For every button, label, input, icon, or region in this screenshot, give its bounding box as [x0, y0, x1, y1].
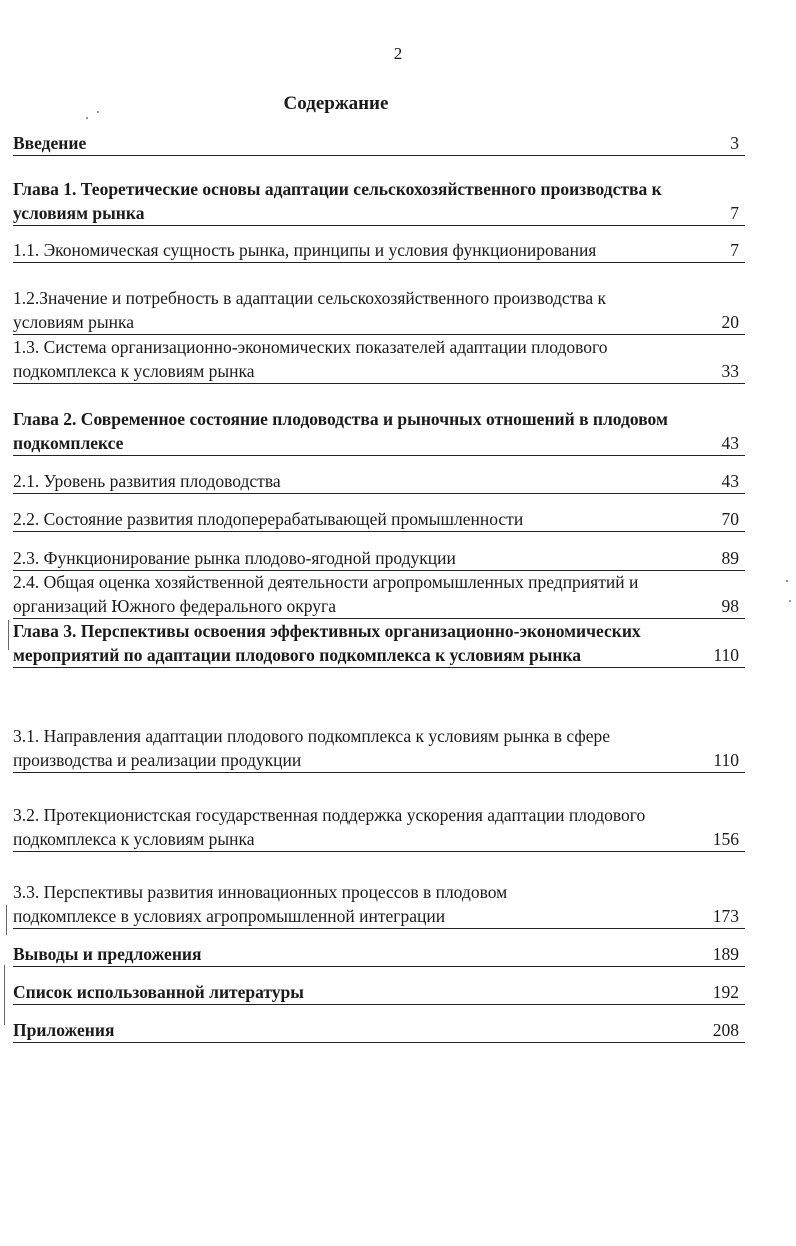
- scan-speck: [786, 580, 788, 582]
- entry-text: 2.4. Общая оценка хозяйственной деятельности агропромышленных предприятий и организаций Южного федерального округа: [13, 572, 639, 616]
- toc-entry-2-3[interactable]: [13, 546, 745, 571]
- entry-text: Приложения: [13, 1020, 115, 1040]
- entry-page: 7: [730, 240, 739, 260]
- toc-entry-conclusions[interactable]: [13, 942, 745, 967]
- entry-page: 110: [713, 645, 739, 665]
- toc-entry-1-3[interactable]: [13, 335, 745, 384]
- entry-text: 2.2. Состояние развития плодоперерабатывающей промышленности: [13, 509, 524, 529]
- scan-speck: [86, 117, 88, 119]
- toc-entry-introduction[interactable]: [13, 131, 745, 156]
- entry-text: 2.3. Функционирование рынка плодово-ягодной продукции: [13, 548, 456, 568]
- entry-text: 3.1. Направления адаптации плодового подкомплекса к условиям рынка в сфере производства и реализации продукции: [13, 726, 610, 770]
- entry-text: Выводы и предложения: [13, 944, 202, 964]
- entry-page: 98: [721, 596, 739, 616]
- entry-page: 43: [721, 433, 739, 453]
- entry-page: 7: [730, 203, 739, 223]
- toc-title: Содержание: [283, 93, 389, 114]
- toc-entry-2-4[interactable]: [13, 570, 745, 619]
- scan-margin-mark: [6, 905, 7, 935]
- entry-page: 70: [721, 509, 739, 529]
- entry-text: 1.1. Экономическая сущность рынка, принципы и условия функционирования: [13, 240, 597, 260]
- toc-entry-2-1[interactable]: [13, 469, 745, 494]
- scan-speck: [789, 600, 791, 602]
- entry-page: 89: [721, 548, 739, 568]
- entry-page: 189: [712, 944, 739, 964]
- entry-text: 3.3. Перспективы развития инновационных процессов в плодовом подкомплексе в условиях агропромышленной интеграции: [13, 882, 508, 926]
- entry-page: 33: [721, 361, 739, 381]
- scan-margin-mark: [8, 620, 9, 650]
- page-number: 2: [393, 44, 403, 63]
- entry-text: 3.2. Протекционистская государственная поддержка ускорения адаптации плодового подкомплекса к условиям рынка: [13, 805, 646, 849]
- entry-text: Список использованной литературы: [13, 982, 304, 1002]
- scan-margin-mark: [4, 965, 5, 1025]
- entry-page: 192: [712, 982, 739, 1002]
- entry-text: Глава 2. Современное состояние плодоводства и рыночных отношений в плодовом подкомплексе: [13, 409, 668, 453]
- entry-text: Введение: [13, 133, 87, 153]
- entry-text: Глава 3. Перспективы освоения эффективных организационно-экономических мероприятий по адаптации плодового подкомплекса к условиям рынка: [13, 621, 641, 665]
- toc-entry-chapter-3[interactable]: [13, 619, 745, 668]
- toc-entry-3-2[interactable]: [13, 803, 745, 852]
- toc-entry-3-3[interactable]: [13, 880, 745, 929]
- entry-page: 43: [721, 471, 739, 491]
- toc-entry-references[interactable]: [13, 980, 745, 1005]
- entry-page: 173: [712, 906, 739, 926]
- toc-entry-2-2[interactable]: [13, 507, 745, 532]
- toc-entry-chapter-1[interactable]: [13, 177, 745, 226]
- toc-entry-1-2[interactable]: [13, 286, 745, 335]
- entry-text: Глава 1. Теоретические основы адаптации сельскохозяйственного производства к условиям рынка: [13, 179, 662, 223]
- toc-entry-3-1[interactable]: [13, 724, 745, 773]
- toc-entry-1-1[interactable]: [13, 238, 745, 263]
- entry-text: 1.3. Система организационно-экономических показателей адаптации плодового подкомплекса к условиям рынка: [13, 337, 608, 381]
- entry-page: 3: [730, 133, 739, 153]
- entry-page: 20: [721, 312, 739, 332]
- entry-text: 2.1. Уровень развития плодоводства: [13, 471, 281, 491]
- entry-text: 1.2.Значение и потребность в адаптации сельскохозяйственного производства к условиям рынка: [13, 288, 606, 332]
- entry-page: 156: [712, 829, 739, 849]
- entry-page: 110: [713, 750, 739, 770]
- scan-speck: [97, 111, 99, 113]
- toc-entry-chapter-2[interactable]: [13, 407, 745, 456]
- entry-page: 208: [712, 1020, 739, 1040]
- toc-entry-appendices[interactable]: [13, 1018, 745, 1043]
